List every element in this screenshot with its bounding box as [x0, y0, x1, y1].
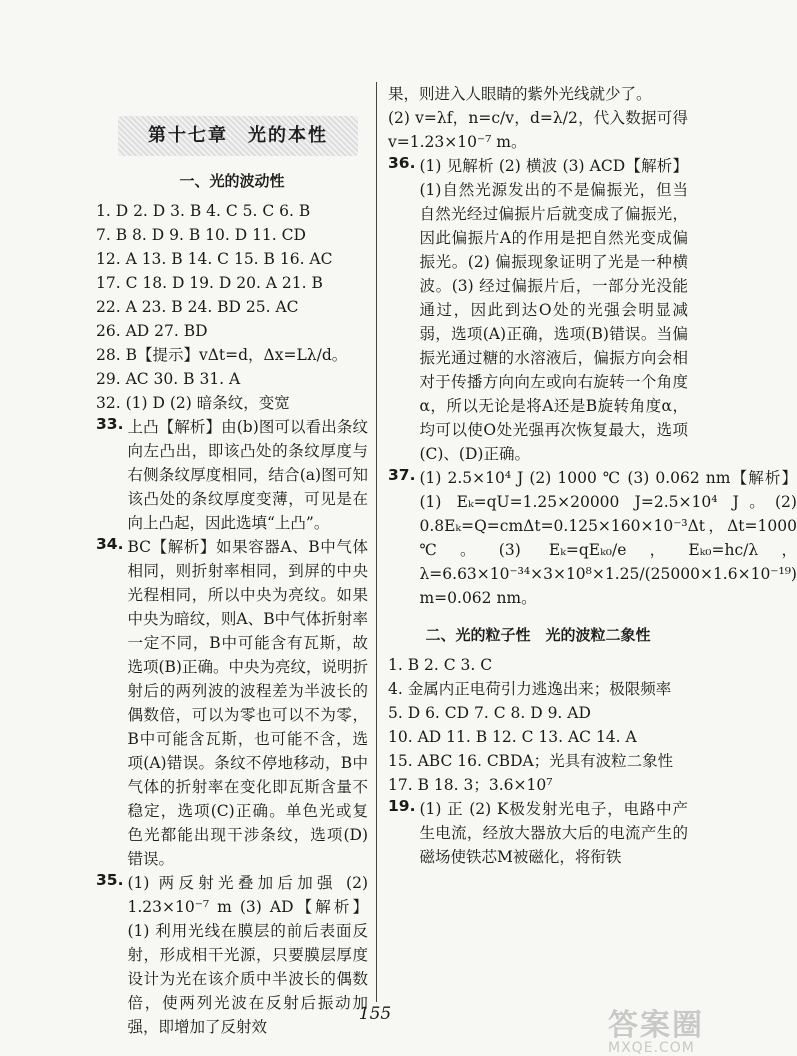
item-number: 37. — [388, 466, 416, 484]
item-number: 34. — [96, 535, 124, 553]
item-number: 35. — [96, 871, 124, 889]
item-text: (1) 正 (2) K极发射光电子，电路中产生电流，经放大器放大后的电流产生的磁场使铁芯M被磁化，将衔铁 — [419, 800, 688, 866]
answer-line: 29. AC 30. B 31. A — [96, 370, 241, 388]
answer-line: 17. C 18. D 19. D 20. A 21. B — [96, 274, 323, 292]
answer-line: 1. B 2. C 3. C — [388, 656, 493, 674]
answer-line: 17. B 18. 3；3.6×10⁷ — [388, 776, 553, 794]
item-number: 19. — [388, 797, 416, 815]
answer-line: 26. AD 27. BD — [96, 322, 208, 340]
item-text: (1) 见解析 (2) 横波 (3) ACD【解析】(1)自然光源发出的不是偏振光，但当自然光经过偏振片后就变成了偏振光，因此偏振片A的作用是把自然光变成偏振光。(2) 偏振现象证明了光是一种横波。(3) 经过偏振片后，一部分光没能通过，因此到达O处的光强会明显减弱，选项(A)正确，选项(B)错误。当偏振光通过糖的水溶液后，偏振方向会相对于传播方向向左或向右旋转一个角度α，所以无论是将A还是B旋转角度α，均可以使O处光强再次恢复最大，选项(C)、(D)正确。 — [419, 157, 688, 463]
answer-item-19 — [388, 797, 688, 869]
answer-line: 32. (1) D (2) 暗条纹，变宽 — [96, 394, 290, 412]
answer-line: 10. AD 11. B 12. C 13. AC 14. A — [388, 728, 637, 746]
answer-line: 7. B 8. D 9. B 10. D 11. CD — [96, 226, 306, 244]
item-text: BC【解析】如果容器A、B中气体相同，则折射率相同，到屏的中央光程相同，所以中央为亮纹。如果中央为暗纹，则A、B中气体折射率一定不同，B中可能含有瓦斯，故选项(B)正确。中央为亮纹，说明折射后的两列波的波程差为半波长的偶数倍，可以为零也可以不为零，B中可能含瓦斯，也可能不含，选项(A)错误。条纹不停地移动，B中气体的折射率在变化即瓦斯含量不稳定，选项(C)正确。单色光或复色光都能出现干涉条纹，选项(D)错误。 — [127, 538, 368, 868]
item-text: (1) 2.5×10⁴ J (2) 1000 ℃ (3) 0.062 nm【解析】(1) Eₖ=qU=1.25×20000 J=2.5×10⁴ J。(2) 0.8Eₖ=Q=cmΔt=0.125×160×10⁻³Δt，Δt=1000 ℃。(3) Eₖ=qEₖ₀/e，Eₖ₀=hc/λ，λ=6.63×10⁻³⁴×3×10⁸×1.25/(25000×1.6×10⁻¹⁹) m=0.062 nm。 — [419, 469, 797, 607]
answer-item-33 — [96, 415, 368, 535]
section-title-wave: 一、光的波动性 — [179, 172, 285, 190]
watermark-logo — [608, 1000, 744, 1056]
left-column — [96, 112, 368, 1039]
answer-line: 5. D 6. CD 7. C 8. D 9. AD — [388, 704, 591, 722]
answer-line: 28. B【提示】vΔt=d，Δx=Lλ/d。 — [96, 346, 348, 364]
column-divider — [376, 82, 377, 1002]
answer-item-37 — [388, 466, 797, 610]
answer-line: 22. A 23. B 24. BD 25. AC — [96, 298, 299, 316]
chapter-title: 第十七章 光的本性 — [118, 116, 358, 156]
item-text: 果，则进入人眼睛的紫外光线就少了。 — [388, 85, 652, 103]
answer-line: 1. D 2. D 3. B 4. C 5. C 6. B — [96, 202, 311, 220]
answer-line: 4. 金属内正电荷引力逃逸出来；极限频率 — [388, 680, 672, 698]
item-number: 36. — [388, 154, 416, 172]
answer-line: 15. ABC 16. CBDA；光具有波粒二象性 — [388, 752, 674, 770]
answer-item-35-continued — [388, 82, 688, 106]
answer-item-36 — [388, 154, 688, 466]
item-text: (2) v=λf，n=c/v，d=λ/2，代入数据可得 v=1.23×10⁻⁷ m。 — [388, 109, 688, 151]
watermark-url: MXQE.COM — [608, 1040, 695, 1056]
watermark-text: 答案圈 — [608, 1008, 704, 1043]
item-number: 33. — [96, 415, 124, 433]
section-title-particle: 二、光的粒子性 光的波粒二象性 — [425, 626, 651, 644]
item-text: (1) 两反射光叠加后加强 (2) 1.23×10⁻⁷ m (3) AD【解析】(1) 利用光线在膜层的前后表面反射，形成相干光源，只要膜层厚度设计为光在该介质中半波长的偶数倍，使两列光波在反射后振动加强，即增加了反射效 — [127, 874, 368, 1036]
item-text: 上凸【解析】由(b)图可以看出条纹向左凸出，即该凸处的条纹厚度与右侧条纹厚度相同，结合(a)图可知该凸处的条纹厚度变薄，可见是在向上凸起，因此选填“上凸”。 — [127, 418, 368, 532]
answer-item-34 — [96, 535, 368, 871]
answer-line: 12. A 13. B 14. C 15. B 16. AC — [96, 250, 333, 268]
page-number: 155 — [358, 1004, 392, 1024]
right-column — [388, 82, 797, 869]
answer-item-35-part2 — [388, 106, 688, 154]
